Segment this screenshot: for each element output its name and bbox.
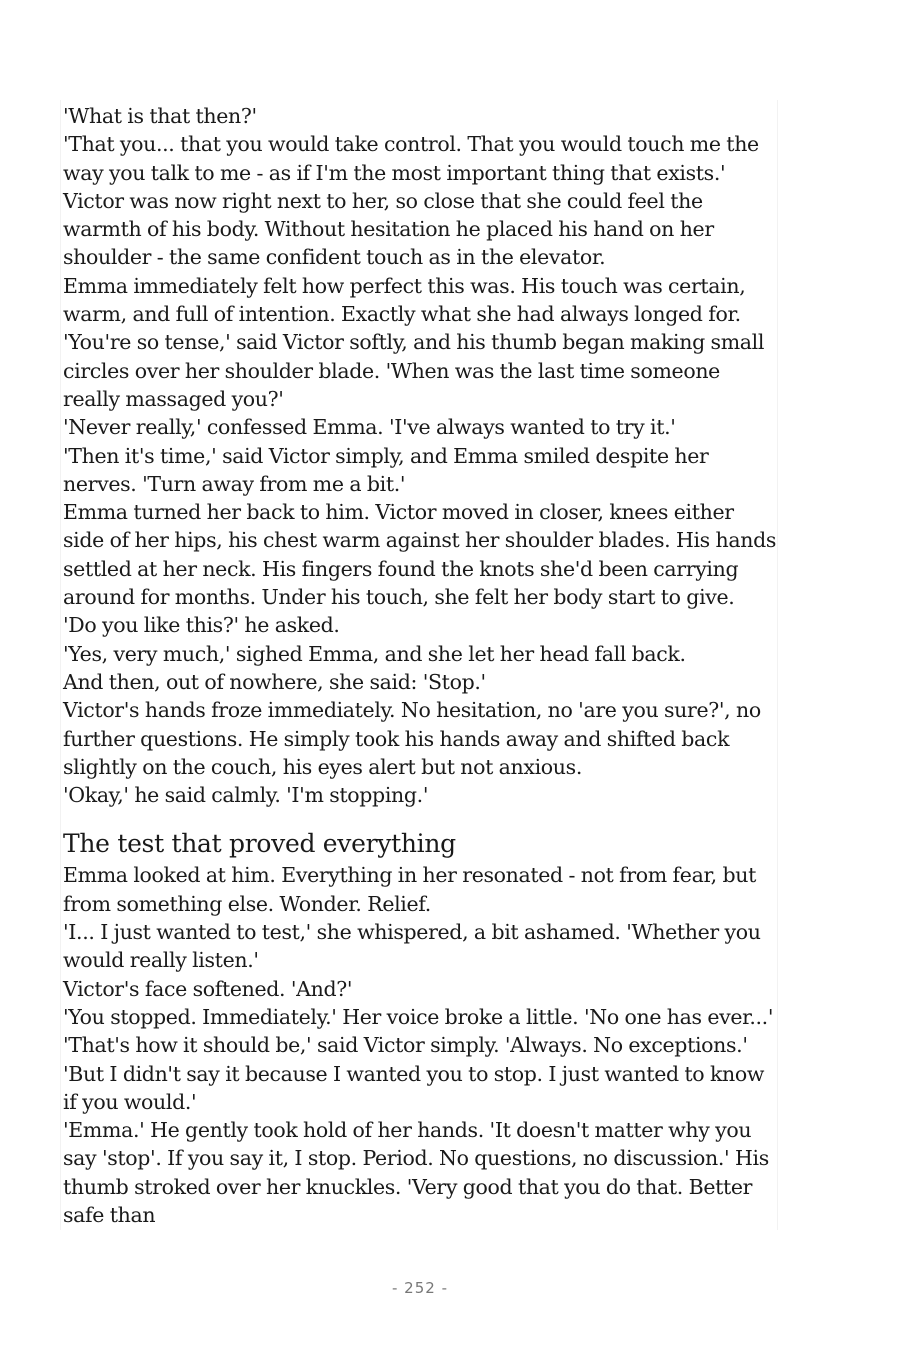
paragraph: 'Then it's time,' said Victor simply, and Emma smiled despite her nerves. 'Turn away from me a bit.' xyxy=(63,443,709,496)
section-heading: The test that proved everything xyxy=(63,829,456,859)
paragraph: Victor was now right next to her, so close that she could feel the warmth of his body. Without hesitation he placed his hand on her shoulder - the same confident touch as in the elevator. xyxy=(63,188,714,270)
paragraph: 'You're so tense,' said Victor softly, and his thumb began making small circles over her shoulder blade. 'When was the last time someone really massaged you?' xyxy=(63,330,765,411)
paragraph: Emma turned her back to him. Victor moved in closer, knees either side of her hips, his chest warm against her shoulder blades. His hands settled at her neck. His fingers found the knots she'd been carrying around for months. Under his touch, she felt her body start to give. xyxy=(63,500,777,610)
paragraph: And then, out of nowhere, she said: 'Stop.' xyxy=(63,669,486,694)
paragraph: 'Yes, very much,' sighed Emma, and she let her head fall back. xyxy=(63,641,686,666)
paragraph: 'What is that then?' xyxy=(63,104,257,128)
paragraph: 'I... I just wanted to test,' she whispered, a bit ashamed. 'Whether you would really listen.' xyxy=(63,920,761,973)
paragraph: 'That's how it should be,' said Victor simply. 'Always. No exceptions.' xyxy=(63,1033,748,1058)
paragraph: Victor's hands froze immediately. No hesitation, no 'are you sure?', no further questions. He simply took his hands away and shifted back slightly on the couch, his eyes alert but not anxious. xyxy=(63,698,761,779)
paragraph: 'You stopped. Immediately.' Her voice broke a little. 'No one has ever...' xyxy=(63,1004,774,1029)
page-number: - 252 - xyxy=(392,1279,448,1297)
paragraph: 'Okay,' he said calmly. 'I'm stopping.' xyxy=(63,783,429,808)
paragraph: Emma immediately felt how perfect this was. His touch was certain, warm, and full of intention. Exactly what she had always longed for. xyxy=(63,273,746,327)
paragraph: Victor's face softened. 'And?' xyxy=(63,976,353,1001)
paragraph: 'That you... that you would take control. That you would touch me the way you talk to me - as if I'm the most important thing that exists.' xyxy=(63,132,759,185)
text-block xyxy=(60,100,778,1230)
paragraph: 'Do you like this?' he asked. xyxy=(63,613,340,638)
paragraph: 'But I didn't say it because I wanted you to stop. I just wanted to know if you would.' xyxy=(63,1061,765,1114)
paragraph: 'Never really,' confessed Emma. 'I've always wanted to try it.' xyxy=(63,415,676,440)
paragraph: 'Emma.' He gently took hold of her hands. 'It doesn't matter why you say 'stop'. If you say it, I stop. Period. No questions, no discussion.' His thumb stroked over her knuckles. 'Very good that you do that. Better safe than xyxy=(63,1118,769,1227)
paragraph: Emma looked at him. Everything in her resonated - not from fear, but from something else. Wonder. Relief. xyxy=(63,863,756,916)
